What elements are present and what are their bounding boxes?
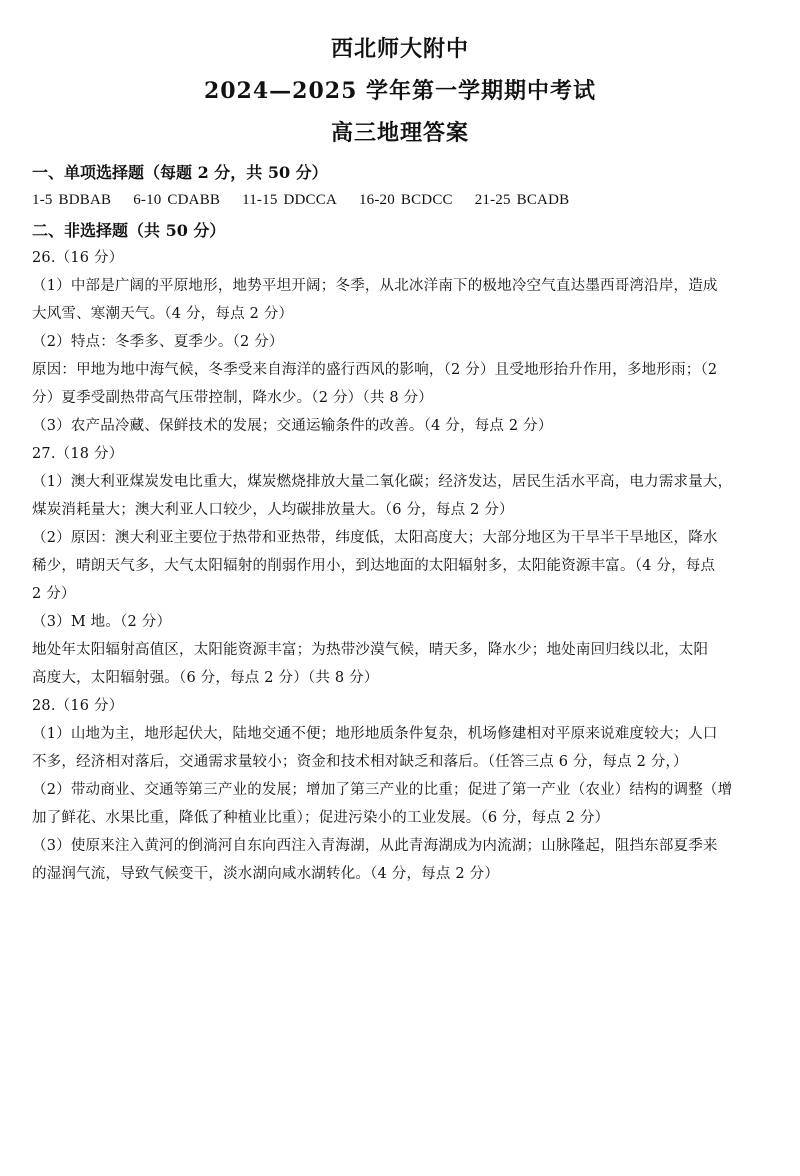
section2-heading: 二、非选择题（共 50 分） [32, 221, 226, 240]
school-title: 西北师大附中 [330, 36, 469, 62]
q27-line: 高度大，太阳辐射强。（6 分，每点 2 分）（共 8 分） [32, 670, 379, 686]
exam-title: 2024—2025 学年第一学期期中考试 [203, 78, 597, 104]
q28-line: 不多，经济相对落后，交通需求量较小；资金和技术相对缺乏和落后。（任答三点 6 分，每点 2 分，） [32, 754, 688, 770]
q26-line: 原因：甲地为地中海气候，冬季受来自海洋的盛行西风的影响，（2 分）且受地形抬升作用，多地形雨；（2 [32, 362, 718, 378]
q26-line: （1）中部是广阔的平原地形，地势平坦开阔；冬季，从北冰洋南下的极地冷空气直达墨西哥湾沿岸，造成 [32, 278, 718, 294]
q28-title: 28.（16 分） [32, 698, 124, 714]
question-26 [32, 244, 768, 440]
mc-answer-11-15: 11-15 DDCCA [242, 192, 337, 208]
q27-line: 稀少，晴朗天气多，大气太阳辐射的削弱作用小，到达地面的太阳辐射多，太阳能资源丰富。（4 分，每点 [32, 558, 716, 574]
q28-line: （3）使原来注入黄河的倒淌河自东向西注入青海湖，从此青海湖成为内流湖；山脉隆起，阻挡东部夏季来 [32, 838, 718, 854]
q27-line: 地处年太阳辐射高值区，太阳能资源丰富；为热带沙漠气候，晴天多，降水少；地处南回归线以北，太阳 [32, 642, 709, 658]
q28-line: （2）带动商业、交通等第三产业的发展；增加了第三产业的比重；促进了第一产业（农业）结构的调整（增 [32, 782, 733, 798]
q27-line: 2 分） [32, 586, 76, 602]
question-28 [32, 692, 768, 888]
q26-title: 26.（16 分） [32, 250, 124, 266]
q27-title: 27.（18 分） [32, 446, 124, 462]
q27-line: （1）澳大利亚煤炭发电比重大，煤炭燃烧排放大量二氧化碳；经济发达，居民生活水平高，电力需求量大， [32, 474, 733, 490]
q28-line: 的湿润气流，导致气候变干，淡水湖向咸水湖转化。（4 分，每点 2 分） [32, 866, 500, 882]
q27-line: （3）M 地。（2 分） [32, 614, 172, 630]
q26-line: 大风雪、寒潮天气。（4 分，每点 2 分） [32, 306, 294, 322]
q28-line: 加了鲜花、水果比重，降低了种植业比重）；促进污染小的工业发展。（6 分，每点 2 分） [32, 810, 610, 826]
q26-line: 分）夏季受副热带高气压带控制，降水少。（2 分）（共 8 分） [32, 390, 433, 406]
mc-answers [32, 186, 768, 214]
q27-line: （2）原因：澳大利亚主要位于热带和亚热带，纬度低，太阳高度大；大部分地区为干旱半干旱地区，降水 [32, 530, 718, 546]
q27-line: 煤炭消耗量大；澳大利亚人口较少，人均碳排放量大。（6 分，每点 2 分） [32, 502, 514, 518]
section1-heading: 一、单项选择题（每题 2 分，共 50 分） [32, 163, 328, 182]
mc-answer-6-10: 6-10 CDABB [133, 192, 221, 208]
q28-line: （1）山地为主，地形起伏大，陆地交通不便；地形地质条件复杂，机场修建相对平原来说难度较大；人口 [32, 726, 718, 742]
q26-line: （2）特点：冬季多、夏季少。（2 分） [32, 334, 284, 350]
mc-answer-16-20: 16-20 BCDCC [358, 192, 453, 208]
mc-answer-1-5: 1-5 BDBAB [32, 192, 112, 208]
question-27 [32, 440, 768, 692]
q26-line: （3）农产品冷藏、保鲜技术的发展；交通运输条件的改善。（4 分，每点 2 分） [32, 418, 553, 434]
subject-title: 高三地理答案 [330, 120, 469, 146]
mc-answer-21-25: 21-25 BCADB [474, 192, 570, 208]
